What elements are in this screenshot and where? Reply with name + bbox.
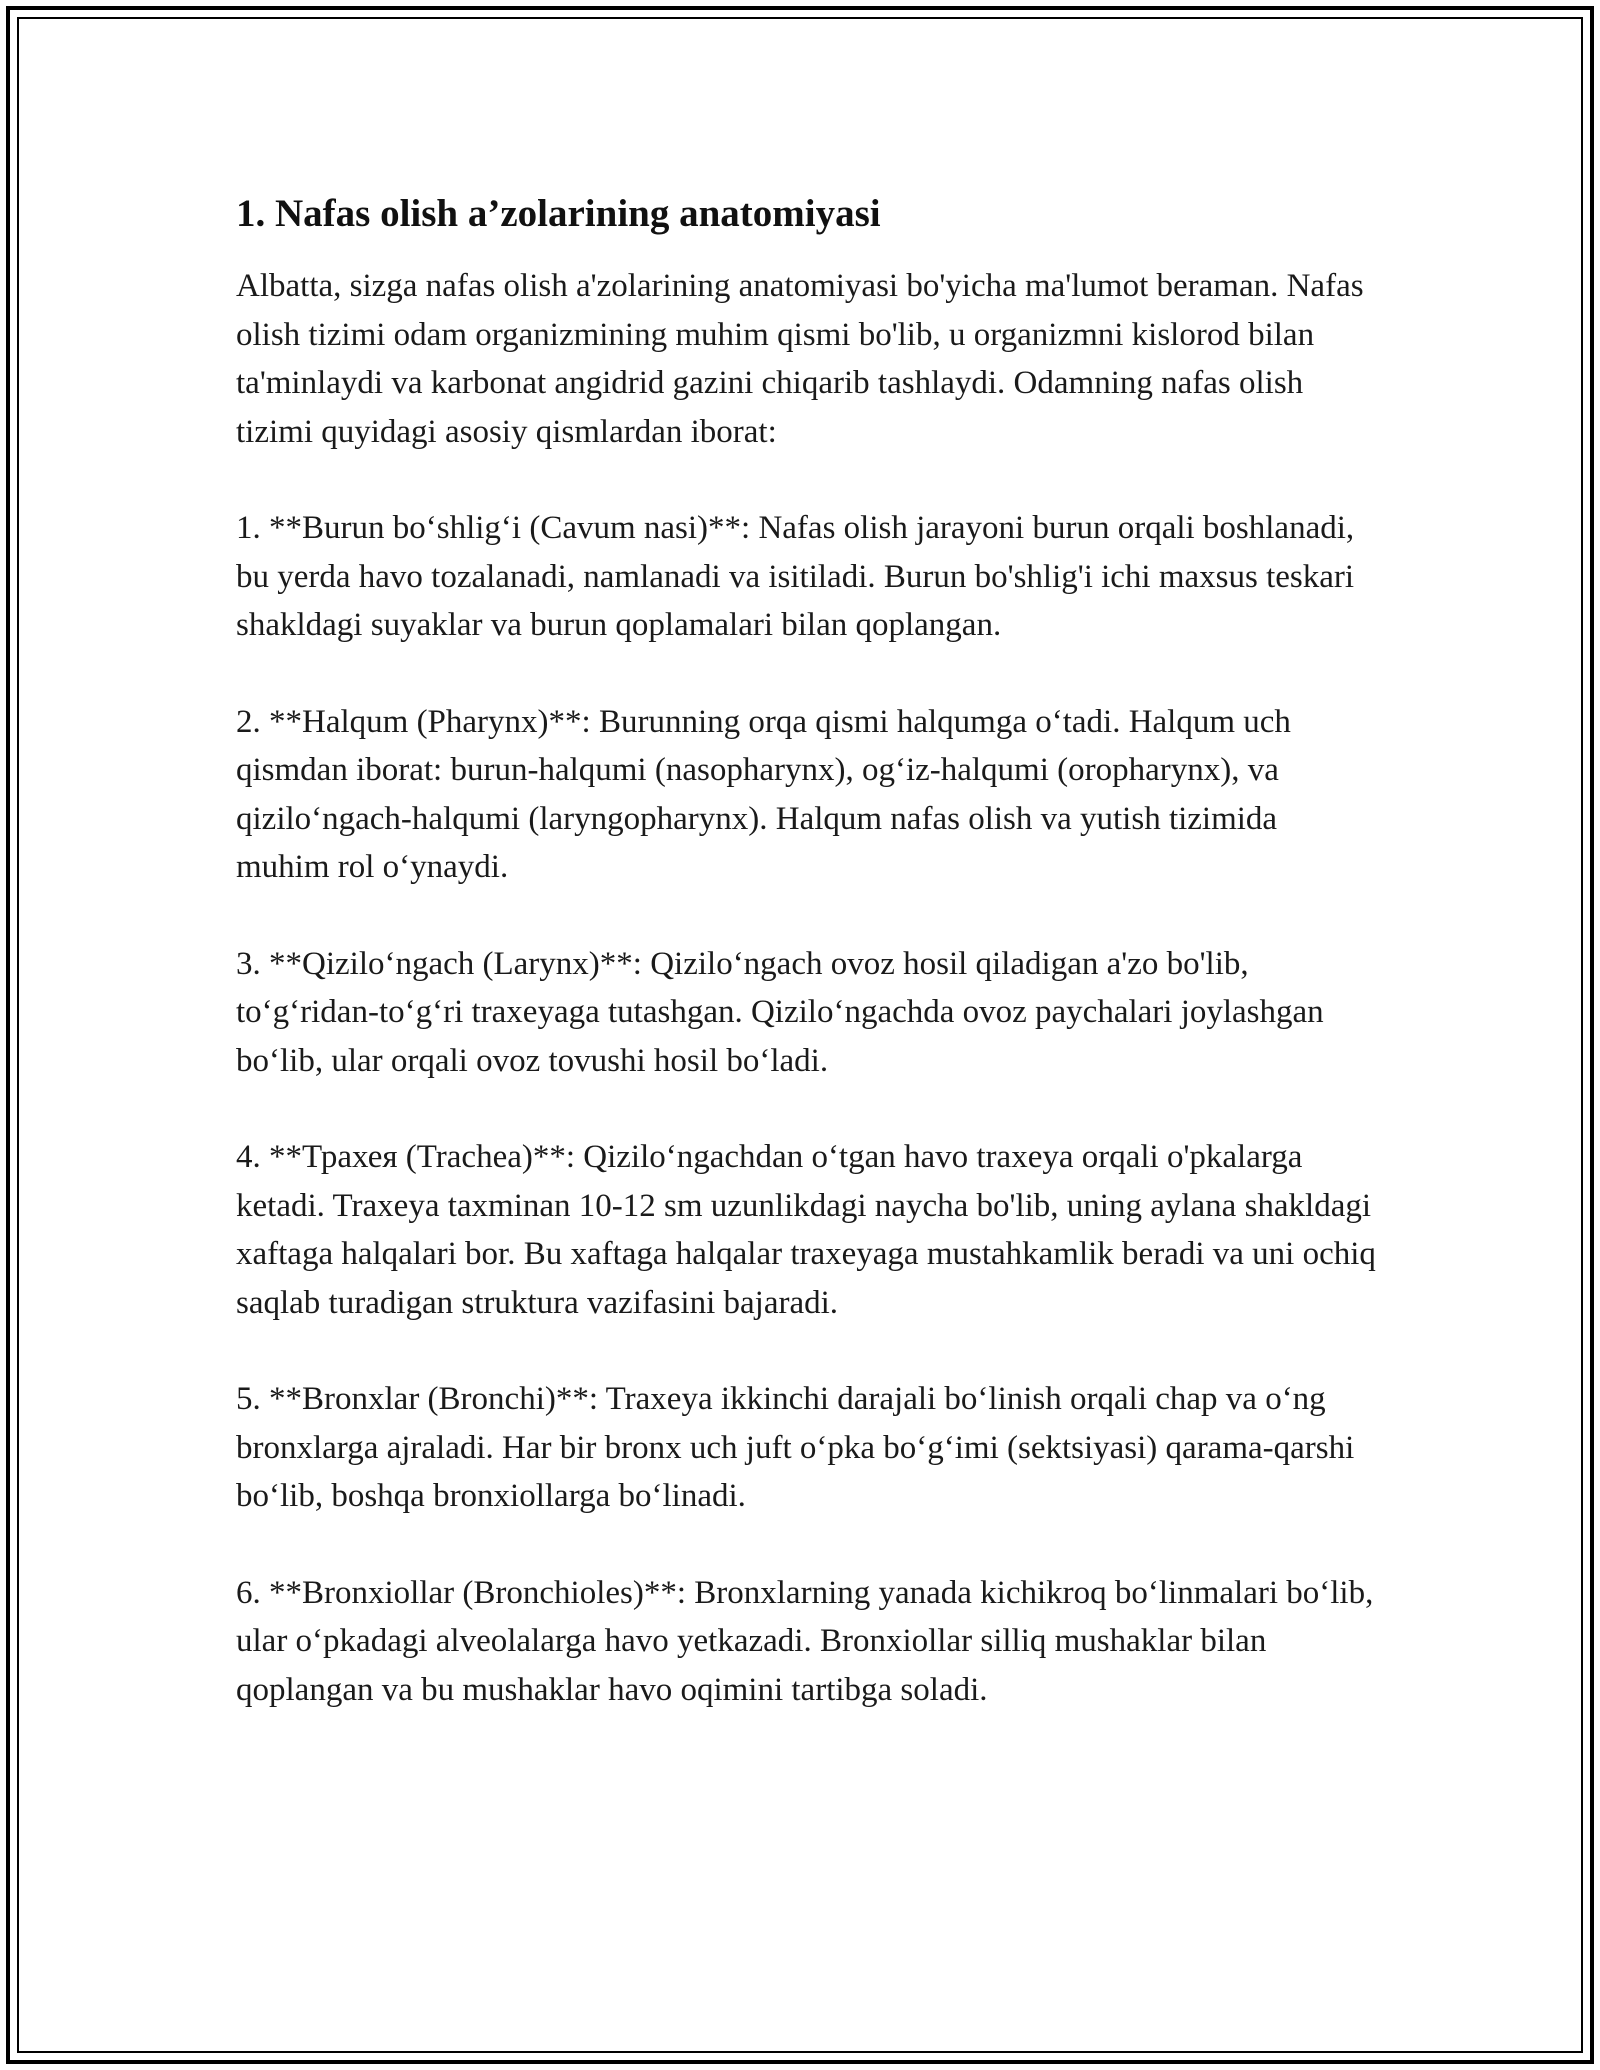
- list-item-nasal-cavity: 1. **Burun bo‘shlig‘i (Cavum nasi)**: Nafas olish jarayoni burun orqali boshlanadi, bu yerda havo tozalanadi, namlanadi va isitiladi. Burun bo'shlig'i ichi maxsus teskari shakldagi suyaklar va burun qoplamalari bilan qoplangan.: [236, 510, 1355, 643]
- list-item-bronchi: 5. **Bronxlar (Bronchi)**: Traxeya ikkinchi darajali bo‘linish orqali chap va o‘ng bronxlarga ajraladi. Har bir bronx uch juft o‘pka bo‘g‘imi (sektsiyasi) qarama-qarshi bo‘lib, boshqa bronxiollarga bo‘linadi.: [236, 1381, 1355, 1514]
- section-heading: 1. Nafas olish a’zolarining anatomiyasi: [236, 192, 881, 235]
- list-item-bronchioles: 6. **Bronxiollar (Bronchioles)**: Bronxlarning yanada kichikroq bo‘linmalari bo‘lib, ular o‘pkadagi alveolalarga havo yetkazadi. Bronxiollar silliq mushaklar bilan qoplangan va bu mushaklar havo oqimini tartibga soladi.: [236, 1574, 1374, 1708]
- list-item-trachea: 4. **Трахея (Trachea)**: Qizilo‘ngachdan o‘tgan havo traxeya orqali o'pkalarga ketadi. Traxeya taxminan 10-12 sm uzunlikdagi naycha bo'lib, uning aylana shakldagi xaftaga halqalari bor. Bu xaftaga halqalar traxeyaga mustahkamlik beradi va uni ochiq saqlab turadigan struktura vazifasini bajaradi.: [236, 1139, 1376, 1321]
- list-item-pharynx: 2. **Halqum (Pharynx)**: Burunning orqa qismi halqumga o‘tadi. Halqum uch qismdan iborat: burun-halqumi (nasopharynx), og‘iz-halqumi (oropharynx), va qizilo‘ngach-halqumi (laryngopharynx). Halqum nafas olish va yutish tizimida muhim rol o‘ynaydi.: [236, 703, 1291, 885]
- list-item-larynx: 3. **Qizilo‘ngach (Larynx)**: Qizilo‘ngach ovoz hosil qiladigan a'zo bo'lib, to‘g‘ridan-to‘g‘ri traxeyaga tutashgan. Qizilo‘ngachda ovoz paychalari joylashgan bo‘lib, ular orqali ovoz tovushi hosil bo‘ladi.: [236, 945, 1324, 1079]
- document-body: [236, 188, 1376, 1714]
- intro-paragraph: Albatta, sizga nafas olish a'zolarining anatomiyasi bo'yicha ma'lumot beraman. Nafas olish tizimi odam organizmining muhim qismi bo'lib, u organizmni kislorod bilan ta'minlaydi va karbonat angidrid gazini chiqarib tashlaydi. Odamning nafas olish tizimi quyidagi asosiy qismlardan iborat:: [236, 268, 1364, 450]
